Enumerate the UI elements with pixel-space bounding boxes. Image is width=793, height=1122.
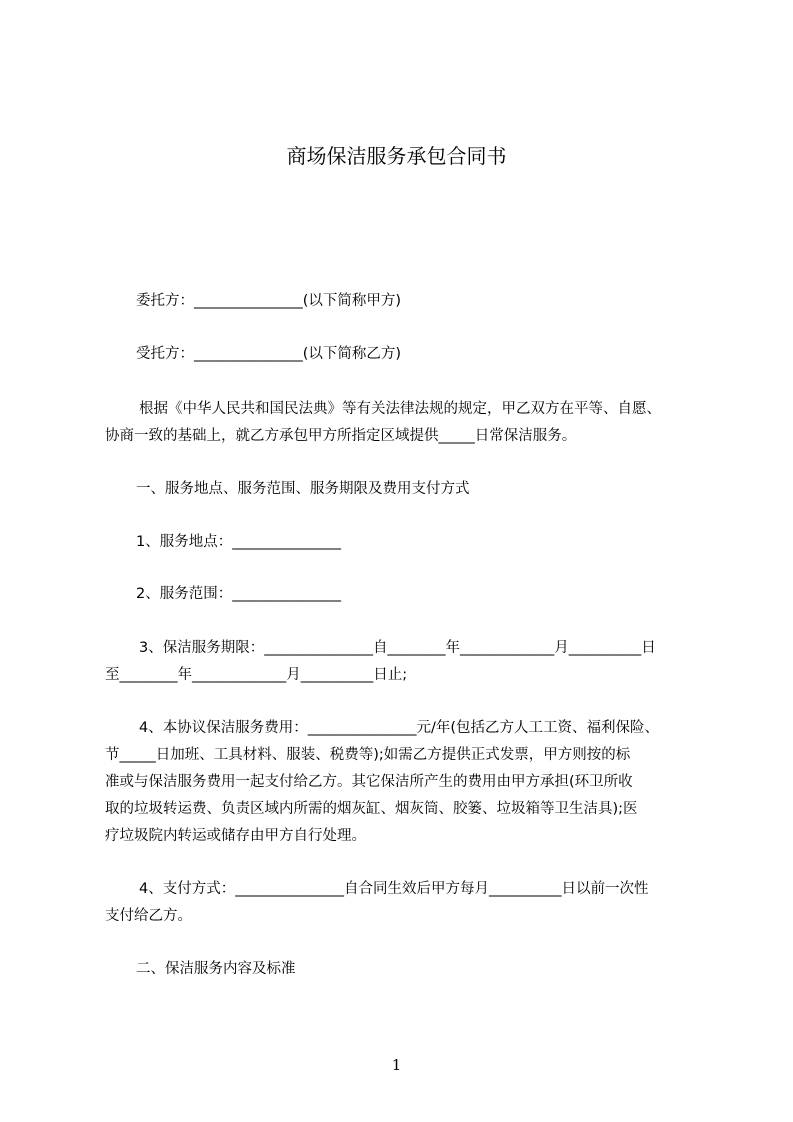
section-heading-1: 一、服务地点、服务范围、服务期限及费用支付方式 <box>136 481 470 497</box>
service-fee-line-2: 节_____日加班、工具材料、服装、税费等);如需乙方提供正式发票，甲方则按的标 <box>105 747 631 763</box>
payment-method-line-1: 4、支付方式：_______________自合同生效后甲方每月__________日以前一次性 <box>139 881 649 897</box>
intro-paragraph-line-2: 协商一致的基础上，就乙方承包甲方所指定区域提供_____日常保洁服务。 <box>105 428 577 444</box>
service-location-item: 1、服务地点：_______________ <box>136 534 341 550</box>
service-fee-line-4: 取的垃圾转运费、负责区域内所需的烟灰缸、烟灰筒、胶篓、垃圾箱等卫生洁具);医 <box>105 801 638 817</box>
contractor-party-line: 受托方：_______________(以下简称乙方) <box>136 346 402 362</box>
service-fee-line-1: 4、本协议保洁服务费用：_______________元/年(包括乙方人工工资、福利保险、 <box>139 720 660 736</box>
service-scope-item: 2、服务范围：_______________ <box>136 586 341 602</box>
service-period-line-1: 3、保洁服务期限：_______________自________年_____________月__________日 <box>139 640 656 656</box>
payment-method-line-2: 支付给乙方。 <box>105 908 192 924</box>
page-number: 1 <box>391 1056 402 1074</box>
service-fee-line-5: 疗垃圾院内转运或储存由甲方自行处理。 <box>105 828 366 844</box>
service-period-line-2: 至________年_____________月__________日止; <box>105 667 408 683</box>
client-party-line: 委托方：_______________(以下简称甲方) <box>136 293 402 309</box>
document-title: 商场保洁服务承包合同书 <box>286 144 507 168</box>
section-heading-2: 二、保洁服务内容及标准 <box>136 961 296 977</box>
service-fee-line-3: 准或与保洁服务费用一起支付给乙方。其它保洁所产生的费用由甲方承担(环卫所收 <box>105 774 633 790</box>
intro-paragraph-line-1: 根据《中华人民共和国民法典》等有关法律法规的规定，甲乙双方在平等、自愿、 <box>139 401 661 417</box>
